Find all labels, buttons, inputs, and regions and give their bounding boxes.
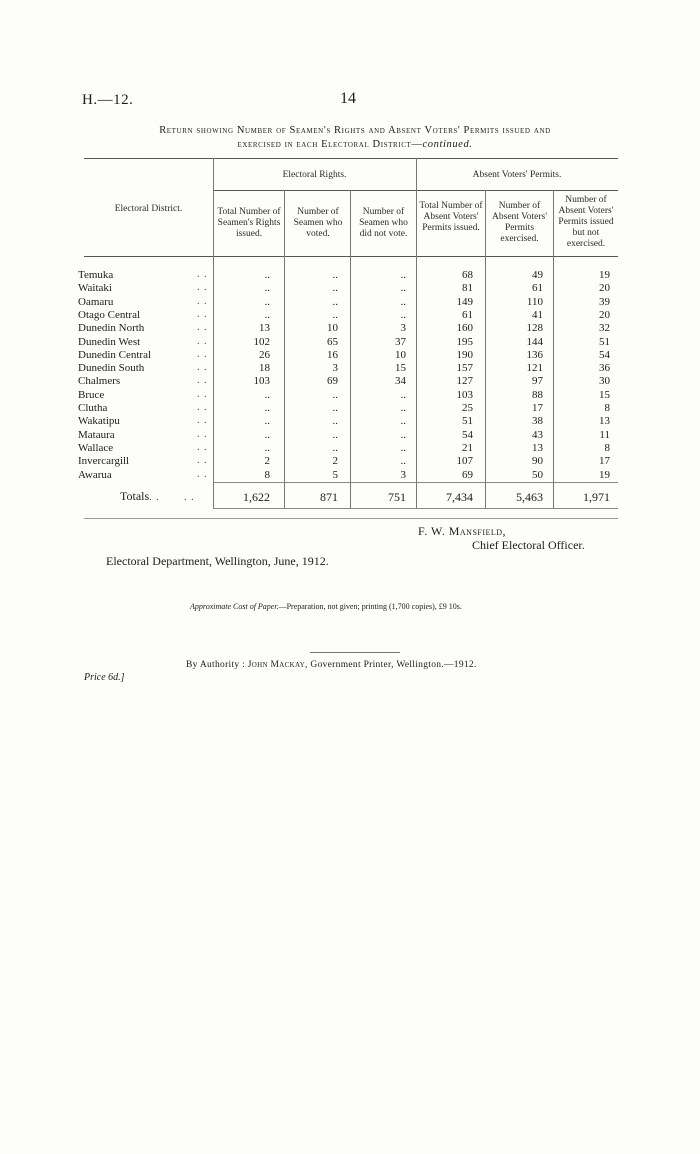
header-absent-voters-permits: Absent Voters' Permits.	[472, 170, 562, 180]
cell-permits-not-exercised: 30	[599, 375, 610, 388]
cell-rights-issued: ..	[264, 295, 270, 308]
cell-district: Dunedin Central	[78, 348, 152, 361]
cell-permits-not-exercised: 20	[599, 308, 610, 321]
cell-district: Bruce	[78, 388, 105, 401]
cell-permits-not-exercised: 19	[599, 468, 610, 481]
cell-permits-not-exercised: 32	[599, 322, 610, 335]
table-title-line-2	[80, 138, 630, 152]
cell-district: Dunedin North	[78, 322, 145, 335]
cell-rights-voted: ..	[332, 388, 338, 401]
cell-rights-not-voted: ..	[400, 402, 406, 414]
imprint-rule	[310, 652, 400, 653]
cell-permits-issued: 160	[456, 322, 473, 335]
cell-rights-not-voted: ..	[400, 455, 406, 468]
cell-rights-issued: 102	[253, 335, 270, 348]
cell-rights-not-voted: 10	[395, 348, 406, 361]
totals-bottom-rule	[213, 508, 618, 509]
leader-dots: . .	[197, 295, 208, 307]
authority-prefix: By Authority :	[186, 660, 246, 670]
printer-name: John Mackay,	[247, 660, 308, 670]
cell-rights-voted: 2	[332, 455, 338, 468]
cell-permits-not-exercised: 8	[604, 402, 610, 414]
cell-permits-issued: 21	[462, 441, 473, 454]
table-title-line-1: Return showing Number of Seamen's Rights and Absent Voters' Permits issued and	[159, 125, 551, 136]
cell-permits-exercised: 110	[526, 295, 543, 308]
header-rights-voted: Number of Seamen who voted.	[293, 207, 343, 239]
cell-district: Invercargill	[78, 455, 130, 468]
cell-permits-issued: 107	[456, 455, 473, 468]
cell-district: Temuka	[78, 269, 114, 281]
header-permits-issued: Total Number of Absent Voters' Permits issued.	[419, 201, 483, 233]
cell-district: Chalmers	[78, 375, 121, 388]
cell-permits-not-exercised: 17	[599, 455, 610, 468]
cell-district: Mataura	[78, 428, 115, 441]
leader-dots: . .	[197, 428, 208, 440]
leader-dots: . .	[197, 441, 208, 453]
cell-district: Otago Central	[78, 308, 141, 321]
cell-permits-issued: 195	[456, 335, 473, 348]
cost-of-paper-note	[190, 602, 462, 611]
cell-district: Wakatipu	[78, 415, 120, 428]
authority-suffix: Government Printer, Wellington.—1912.	[310, 660, 477, 670]
cost-text: —Preparation, not given; printing (1,700 copies), £9 10s.	[278, 602, 462, 611]
cell-rights-not-voted: 37	[395, 335, 406, 348]
title-continued: continued.	[422, 139, 473, 150]
cell-rights-not-voted: ..	[400, 308, 406, 321]
header-bottom-rule	[84, 256, 618, 257]
cell-permits-exercised: 144	[526, 335, 543, 348]
leader-dots: . .	[197, 455, 208, 467]
leader-dots: . .	[197, 348, 208, 360]
cell-permits-exercised: 128	[526, 322, 543, 335]
cell-rights-not-voted: ..	[400, 388, 406, 401]
price-note: Price 6d.]	[84, 672, 125, 683]
title-line-2-text: exercised in each Electoral District—	[237, 139, 423, 150]
cell-permits-not-exercised: 54	[599, 348, 610, 361]
cell-rights-not-voted: ..	[400, 269, 406, 281]
leader-dots: . .	[197, 322, 208, 334]
cell-permits-issued: 69	[462, 468, 473, 481]
cell-permits-exercised: 97	[532, 375, 543, 388]
page-number: 14	[340, 90, 356, 107]
cell-permits-exercised: 90	[532, 455, 543, 468]
cell-rights-issued: 13	[259, 322, 270, 335]
cell-rights-voted: ..	[332, 295, 338, 308]
cell-rights-issued: 26	[259, 348, 270, 361]
cell-rights-issued: 8	[264, 468, 270, 481]
cell-rights-not-voted: 15	[395, 362, 406, 375]
totals-label	[120, 490, 195, 504]
cell-rights-not-voted: 34	[395, 375, 406, 388]
cell-permits-exercised: 38	[532, 415, 543, 428]
cell-permits-exercised: 49	[532, 269, 543, 281]
cell-rights-issued: ..	[264, 308, 270, 321]
signatory-title: Chief Electoral Officer.	[472, 538, 585, 552]
leader-dots: . .	[197, 388, 208, 400]
leader-dots: . .	[197, 308, 208, 320]
cell-rights-not-voted: ..	[400, 295, 406, 308]
cell-rights-voted: ..	[332, 428, 338, 441]
cell-permits-not-exercised: 8	[604, 441, 610, 454]
cell-permits-not-exercised: 20	[599, 282, 610, 295]
cell-rights-not-voted: 3	[400, 468, 406, 481]
cell-district: Dunedin South	[78, 362, 145, 375]
cell-rights-issued: 103	[253, 375, 270, 388]
leader-dots: . .	[197, 468, 208, 480]
total-permits-not-exercised: 1,971	[583, 490, 610, 504]
cell-rights-voted: 16	[327, 348, 338, 361]
cell-permits-exercised: 41	[532, 308, 543, 321]
leader-dots: . .	[197, 375, 208, 387]
totals-label-text: Totals	[120, 489, 150, 503]
total-rights-voted: 871	[320, 490, 338, 504]
total-rights-issued: 1,622	[243, 490, 270, 504]
cell-rights-voted: 10	[327, 322, 338, 335]
cell-rights-issued: ..	[264, 282, 270, 295]
cost-label: Approximate Cost of Paper.	[190, 602, 279, 611]
signatory-name: F. W. Mansfield,	[418, 524, 507, 538]
cell-district: Clutha	[78, 402, 108, 414]
cell-district: Waitaki	[78, 282, 112, 295]
table-bottom-rule	[84, 518, 618, 519]
cell-district: Wallace	[78, 441, 114, 454]
cell-rights-voted: ..	[332, 441, 338, 454]
cell-permits-exercised: 88	[532, 388, 543, 401]
header-permits-not-exercised: Number of Absent Voters' Permits issued but not exercised.	[558, 195, 614, 249]
cell-district: Dunedin West	[78, 335, 141, 348]
totals-leader-dots: . . . .	[149, 492, 195, 503]
cell-permits-issued: 25	[462, 402, 473, 414]
printer-imprint	[186, 660, 477, 670]
cell-rights-voted: 69	[327, 375, 338, 388]
cell-rights-not-voted: ..	[400, 415, 406, 428]
header-electoral-district: Electoral District.	[114, 204, 183, 214]
cell-district: Awarua	[78, 468, 112, 481]
cell-permits-issued: 127	[456, 375, 473, 388]
leader-dots: . .	[197, 269, 208, 280]
leader-dots: . .	[197, 282, 208, 294]
cell-permits-exercised: 17	[532, 402, 543, 414]
total-permits-issued: 7,434	[446, 490, 473, 504]
cell-rights-voted: ..	[332, 282, 338, 295]
cell-permits-issued: 54	[462, 428, 473, 441]
cell-rights-not-voted: 3	[400, 322, 406, 335]
cell-rights-issued: 2	[264, 455, 270, 468]
header-rights-not-voted: Number of Seamen who did not vote.	[359, 207, 408, 239]
cell-rights-issued: ..	[264, 402, 270, 414]
leader-dots: . .	[197, 402, 208, 413]
total-rights-not-voted: 751	[388, 490, 406, 504]
cell-rights-voted: ..	[332, 308, 338, 321]
cell-rights-voted: 65	[327, 335, 338, 348]
header-permits-exercised: Number of Absent Voters' Permits exercised.	[492, 201, 547, 244]
total-permits-exercised: 5,463	[516, 490, 543, 504]
cell-permits-issued: 149	[456, 295, 473, 308]
cell-permits-issued: 68	[462, 269, 473, 281]
cell-permits-issued: 103	[456, 388, 473, 401]
cell-permits-exercised: 136	[526, 348, 543, 361]
cell-rights-not-voted: ..	[400, 428, 406, 441]
header-rights-issued: Total Number of Seamen's Rights issued.	[217, 207, 281, 239]
cell-rights-voted: 5	[332, 468, 338, 481]
cell-permits-not-exercised: 39	[599, 295, 610, 308]
leader-dots: . .	[197, 335, 208, 347]
cell-permits-issued: 61	[462, 308, 473, 321]
table-top-rule	[84, 158, 618, 159]
cell-rights-voted: ..	[332, 415, 338, 428]
cell-rights-voted: ..	[332, 269, 338, 281]
cell-permits-issued: 51	[462, 415, 473, 428]
cell-permits-exercised: 61	[532, 282, 543, 295]
cell-rights-issued: ..	[264, 441, 270, 454]
cell-permits-issued: 157	[456, 362, 473, 375]
leader-dots: . .	[197, 415, 208, 427]
cell-district: Oamaru	[78, 295, 114, 308]
cell-rights-issued: ..	[264, 415, 270, 428]
cell-permits-exercised: 43	[532, 428, 543, 441]
leader-dots: . .	[197, 362, 208, 374]
cell-permits-not-exercised: 13	[599, 415, 610, 428]
department-dateline: Electoral Department, Wellington, June, 1912.	[106, 554, 329, 568]
cell-permits-not-exercised: 19	[599, 269, 610, 281]
cell-permits-issued: 81	[462, 282, 473, 295]
cell-permits-not-exercised: 11	[599, 428, 610, 441]
cell-rights-voted: ..	[332, 402, 338, 414]
cell-rights-not-voted: ..	[400, 441, 406, 454]
cell-permits-exercised: 121	[526, 362, 543, 375]
cell-rights-not-voted: ..	[400, 282, 406, 295]
cell-permits-issued: 190	[456, 348, 473, 361]
cell-rights-issued: ..	[264, 428, 270, 441]
cell-permits-exercised: 50	[532, 468, 543, 481]
cell-rights-issued: ..	[264, 388, 270, 401]
cell-permits-exercised: 13	[532, 441, 543, 454]
cell-permits-not-exercised: 51	[599, 335, 610, 348]
document-reference: H.—12.	[82, 92, 134, 108]
cell-rights-voted: 3	[332, 362, 338, 375]
cell-permits-not-exercised: 15	[599, 388, 610, 401]
cell-permits-not-exercised: 36	[599, 362, 610, 375]
header-electoral-rights: Electoral Rights.	[282, 170, 347, 180]
cell-rights-issued: ..	[264, 269, 270, 281]
cell-rights-issued: 18	[259, 362, 270, 375]
